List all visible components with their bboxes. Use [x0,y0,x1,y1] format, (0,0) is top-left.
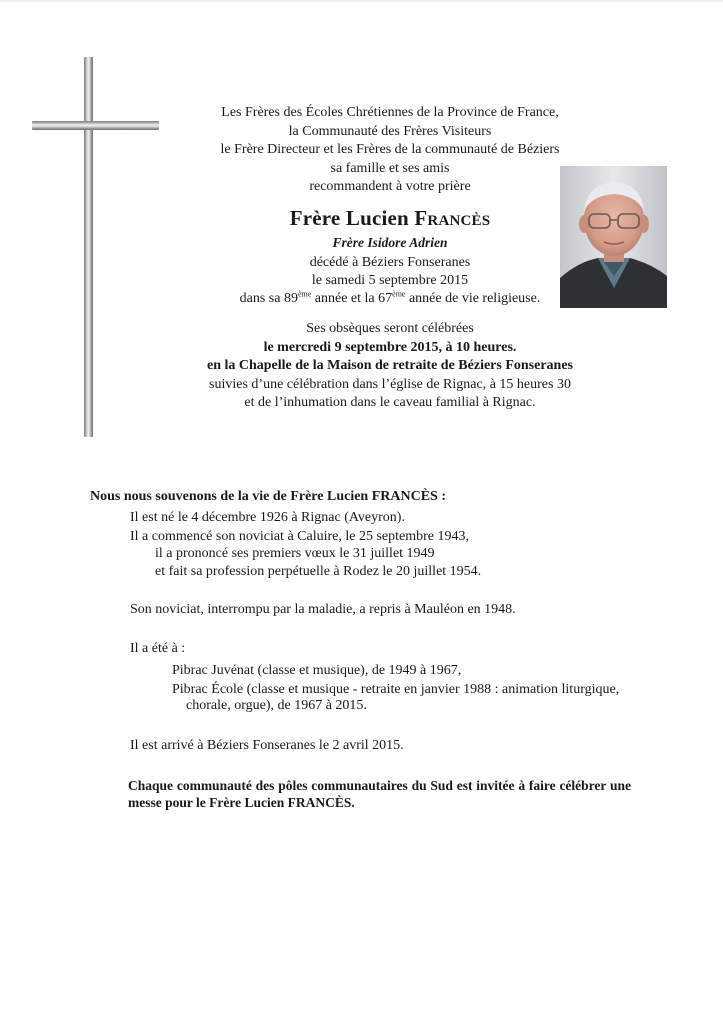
age-suffix: année de vie religieuse. [405,291,541,306]
age-line [185,290,595,308]
portrait-drawing [560,166,667,308]
funeral-line-5: et de l’inhumation dans le caveau familial à Rignac. [244,395,536,410]
bio-interrupted: Son noviciat, interrompu par la maladie, a repris à Mauléon en 1948. [130,602,516,617]
death-place: décédé à Béziers Fonseranes [309,255,471,270]
announcement-header [185,104,595,197]
cross-vertical-bar [84,57,93,437]
bio-novitiate-3: et fait sa profession perpétuelle à Rodez le 20 juillet 1954. [155,564,482,579]
biography-title: Nous nous souvenons de la vie de Frère Lucien FRANCÈS : [90,489,446,504]
bio-novitiate-1: Il a commencé son noviciat à Caluire, le 25 septembre 1943, [130,529,470,544]
bio-arrived: Il est arrivé à Béziers Fonseranes le 2 avril 2015. [130,738,404,753]
age-mid: année et la 67 [311,291,393,306]
page-top-edge [0,0,723,3]
death-date: le samedi 5 septembre 2015 [311,273,469,288]
deceased-name-prefix: Frère Lucien [289,206,415,230]
bio-novitiate-2: il a prononcé ses premiers vœux le 31 juillet 1949 [155,546,435,561]
header-line-5: recommandent à votre prière [309,179,471,194]
funeral-line-2: le mercredi 9 septembre 2015, à 10 heures. [263,339,517,355]
bio-post-2a: Pibrac École (classe et musique - retraite en janvier 1988 : animation liturgique, [172,682,620,697]
age-sup-2: ème [392,289,406,299]
header-line-2: la Communauté des Frères Visiteurs [288,123,492,139]
age-sup-1: ème [297,289,312,299]
header-line-4: sa famille et ses amis [330,160,450,176]
portrait-photo [560,166,667,308]
cross-horizontal-bar [32,121,159,130]
bio-post-2b: chorale, orgue), de 1967 à 2015. [186,698,367,713]
funeral-line-1: Ses obsèques seront célébrées [306,321,474,336]
deceased-surname: Francès [414,206,491,230]
age-prefix: dans sa 89 [239,291,298,306]
closing-request: Chaque communauté des pôles communautaires du Sud est invitée à faire célébrer une messe pour le Frère Lucien FRANCÈS. [128,778,631,810]
header-line-1: Les Frères des Écoles Chrétiennes de la Province de France, [221,105,559,120]
deceased-name [200,206,580,231]
header-line-3: le Frère Directeur et les Frères de la communauté de Béziers [220,142,560,157]
funeral-details [150,320,630,413]
civil-name: Frère Isidore Adrien [332,235,448,250]
funeral-line-3: en la Chapelle de la Maison de retraite de Béziers Fonseranes [206,358,574,373]
death-details [185,254,595,308]
funeral-line-4: suivies d’une célébration dans l’église de Rignac, à 15 heures 30 [209,376,571,392]
bio-was-at: Il a été à : [130,641,186,656]
bio-post-1: Pibrac Juvénat (classe et musique), de 1949 à 1967, [172,663,462,678]
bio-born: Il est né le 4 décembre 1926 à Rignac (Aveyron). [130,510,405,525]
